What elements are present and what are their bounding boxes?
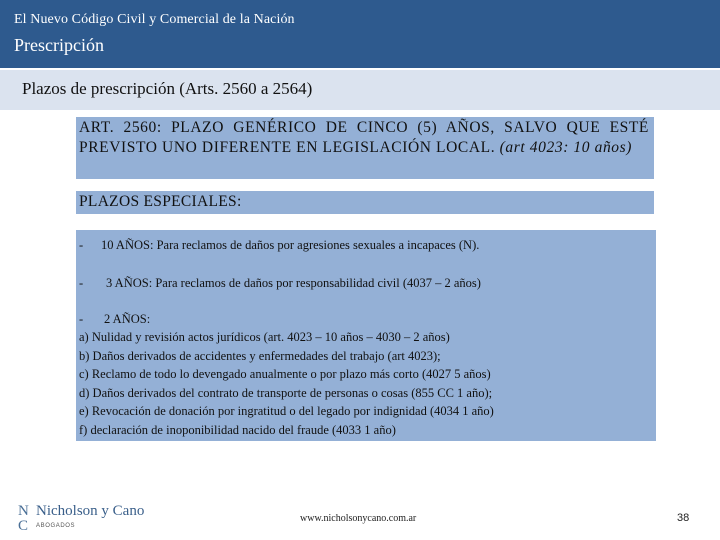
subtitle-band	[0, 70, 720, 110]
special-terms-list-box	[76, 230, 656, 441]
bullet-dash: -	[79, 312, 84, 326]
header-bar	[0, 0, 720, 68]
sub-item-list	[79, 328, 494, 439]
main-article-text	[79, 118, 649, 158]
item-text: 2 AÑOS:	[104, 312, 151, 326]
logo-firm-name: Nicholson y Cano	[36, 503, 145, 519]
main-article-body: ART. 2560: PLAZO GENÉRICO DE CINCO (5) AÑOS, SALVO QUE ESTÉ PREVISTO UNO DIFERENTE EN LEGISLACIÓN LOCAL.	[79, 119, 649, 156]
firm-logo	[18, 505, 158, 535]
org-title: El Nuevo Código Civil y Comercial de la Nación	[14, 12, 295, 27]
sub-item: c) Reclamo de todo lo devengado anualmente o por plazo más corto (4027 5 años)	[79, 367, 491, 381]
sub-item: b) Daños derivados de accidentes y enfermedades del trabajo (art 4023);	[79, 348, 441, 363]
sub-item: a) Nulidad y revisión actos jurídicos (art. 4023 – 10 años – 4030 – 2 años)	[79, 330, 450, 344]
item-text: 10 AÑOS: Para reclamos de daños por agresiones sexuales a incapaces (N).	[101, 238, 480, 252]
special-terms-label: PLAZOS ESPECIALES:	[79, 193, 242, 210]
main-article-box	[76, 117, 654, 179]
page-number: 38	[677, 512, 690, 524]
sub-item: f) declaración de inoponibilidad nacido del fraude (4033 1 año)	[79, 422, 396, 437]
bullet-dash: -	[79, 238, 84, 252]
list-item	[79, 238, 479, 253]
slide-subtitle: Plazos de prescripción (Arts. 2560 a 2564)	[22, 79, 313, 98]
list-item	[79, 312, 150, 327]
logo-letter-n: N	[18, 503, 29, 519]
special-terms-header-box	[76, 191, 654, 214]
list-item	[79, 276, 481, 291]
sub-item: e) Revocación de donación por ingratitud o del legado por indignidad (4034 1 año)	[79, 404, 494, 418]
footer-website: www.nicholsonycano.com.ar	[300, 513, 417, 524]
section-title: Prescripción	[14, 35, 104, 55]
item-text: 3 AÑOS: Para reclamos de daños por responsabilidad civil (4037 – 2 años)	[106, 276, 481, 290]
logo-subtitle: ABOGADOS	[36, 523, 76, 529]
main-article-reference: (art 4023: 10 años)	[499, 139, 633, 156]
bullet-dash: -	[79, 276, 84, 290]
logo-letter-c: C	[18, 518, 29, 534]
sub-item: d) Daños derivados del contrato de transporte de personas o cosas (855 CC 1 año);	[79, 385, 493, 400]
